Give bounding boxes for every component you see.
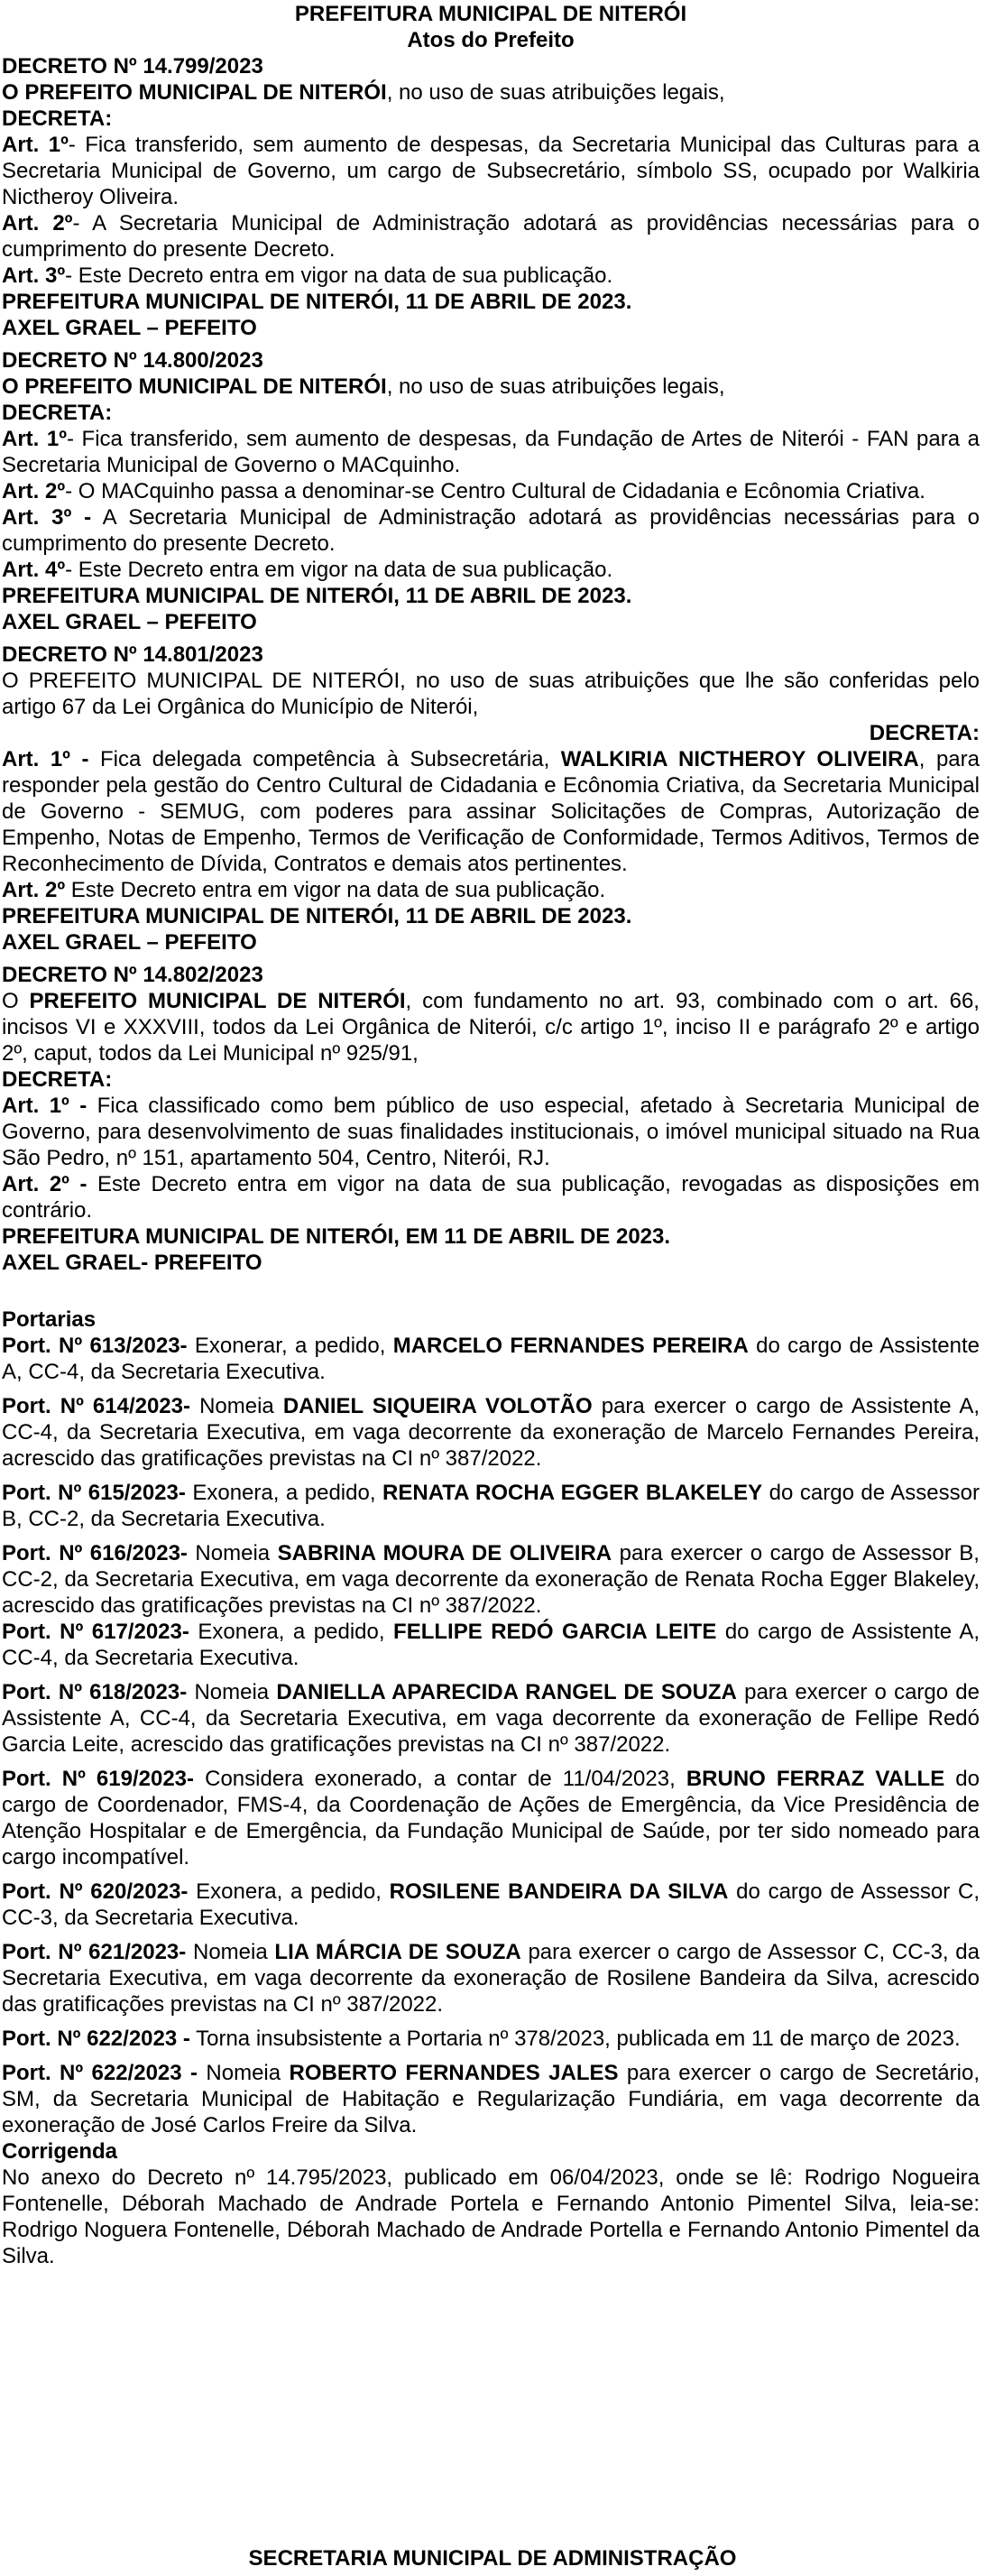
article: Art. 1º - Fica classificado como bem público de uso especial, afetado à Secretaria Municipal de Governo, para desenvolvimento de suas finalidades institucionais, o imóvel municipal situado na Rua São Pedro, nº 151, apartamento 504, Centro, Niterói, RJ. (2, 1094, 980, 1170)
intro-bold: O PREFEITO MUNICIPAL DE NITERÓI (2, 374, 387, 399)
decreta-label: DECRETA: (2, 106, 113, 131)
person-name: ROSILENE BANDEIRA DA SILVA (389, 1879, 729, 1904)
article: Art. 1º- Fica transferido, sem aumento de despesas, da Fundação de Artes de Niterói - FAN para a Secretaria Municipal de Governo o MACquinho. (2, 427, 980, 477)
closing: PREFEITURA MUNICIPAL DE NITERÓI, 11 DE ABRIL DE 2023. (2, 904, 632, 928)
portaria-item: Port. Nº 615/2023- Exonera, a pedido, RENATA ROCHA EGGER BLAKELEY do cargo de Assessor B, CC-2, da Secretaria Executiva. (2, 1481, 980, 1531)
decree-14801 (2, 642, 980, 956)
decreta-label: DECRETA: (2, 401, 113, 425)
portaria-item: Port. Nº 617/2023- Exonera, a pedido, FELLIPE REDÓ GARCIA LEITE do cargo de Assistente A, CC-4, da Secretaria Executiva. (2, 1620, 980, 1670)
person-name: ROBERTO FERNANDES JALES (289, 2061, 619, 2085)
portaria-item: Port. Nº 621/2023- Nomeia LIA MÁRCIA DE SOUZA para exercer o cargo de Assessor C, CC-3, da Secretaria Executiva, em vaga decorrente da exoneração de Rosilene Bandeira da Silva, acrescido das gratificações previstas na CI nº 387/2022. (2, 1940, 980, 2017)
decree-number: DECRETO Nº 14.802/2023 (2, 963, 263, 987)
signature: AXEL GRAEL – PEFEITO (2, 930, 257, 955)
signature: AXEL GRAEL – PEFEITO (2, 610, 257, 634)
closing: PREFEITURA MUNICIPAL DE NITERÓI, 11 DE ABRIL DE 2023. (2, 290, 632, 314)
article: Art. 1º - Fica delegada competência à Subsecretária, WALKIRIA NICTHEROY OLIVEIRA, para responder pela gestão do Centro Cultural de Cidadania e Ecônomia Criativa, da Secretaria Municipal de Governo - SEMUG, com poderes para assinar Solicitações de Compras, Autorização de Empenho, Notas de Empenho, Termos de Verificação de Conformidade, Termos Aditivos, Termos de Reconhecimento de Dívida, Contratos e demais atos pertinentes. (2, 747, 980, 876)
decreta-label: DECRETA: (2, 1067, 113, 1092)
document-page (0, 1, 985, 2576)
person-name: DANIELLA APARECIDA RANGEL DE SOUZA (276, 1680, 737, 1704)
person-name: WALKIRIA NICTHEROY OLIVEIRA (560, 747, 919, 771)
article: Art. 1º- Fica transferido, sem aumento de despesas, da Secretaria Municipal das Culturas para a Secretaria Municipal de Governo, um cargo de Subsecretário, símbolo SS, ocupado por Walkiria Nictheroy Oliveira. (2, 133, 980, 209)
header-title: PREFEITURA MUNICIPAL DE NITERÓI (294, 2, 687, 26)
portaria-item: Port. Nº 618/2023- Nomeia DANIELLA APARECIDA RANGEL DE SOUZA para exercer o cargo de Assistente A, CC-4, da Secretaria Executiva, em vaga decorrente da exoneração de Fellipe Redó Garcia Leite, acrescido das gratificações previstas na CI nº 387/2022. (2, 1680, 980, 1757)
signature: AXEL GRAEL- PREFEITO (2, 1251, 262, 1275)
portaria-item: Port. Nº 613/2023- Exonerar, a pedido, MARCELO FERNANDES PEREIRA do cargo de Assistente A, CC-4, da Secretaria Executiva. (2, 1334, 980, 1384)
intro-text: , no uso de suas atribuições legais, (386, 374, 725, 399)
decree-number: DECRETO Nº 14.800/2023 (2, 348, 263, 373)
article: Art. 4º- Este Decreto entra em vigor na data de sua publicação. (2, 558, 613, 582)
person-name: RENATA ROCHA EGGER BLAKELEY (382, 1481, 763, 1505)
portaria-item: Port. Nº 620/2023- Exonera, a pedido, ROSILENE BANDEIRA DA SILVA do cargo de Assessor C, CC-3, da Secretaria Executiva. (2, 1879, 980, 1930)
portaria-item: Port. Nº 619/2023- Considera exonerado, a contar de 11/04/2023, BRUNO FERRAZ VALLE do cargo de Coordenador, FMS-4, da Coordenação de Ações de Emergência, da Vice Presidência de Atenção Hospitalar e de Emergência, da Fundação Municipal de Saúde, por ter sido nomeado para cargo incompatível. (2, 1767, 980, 1870)
article: Art. 3º - A Secretaria Municipal de Administração adotará as providências necessárias para o cumprimento do presente Decreto. (2, 505, 980, 556)
intro-text: , no uso de suas atribuições legais, (386, 80, 725, 105)
decree-number: DECRETO Nº 14.799/2023 (2, 54, 263, 78)
article: Art. 2º- O MACquinho passa a denominar-se Centro Cultural de Cidadania e Ecônomia Criativa. (2, 479, 925, 503)
footer-heading: SECRETARIA MUNICIPAL DE ADMINISTRAÇÃO (248, 2546, 737, 2571)
decree-14799 (2, 53, 980, 341)
closing: PREFEITURA MUNICIPAL DE NITERÓI, EM 11 DE ABRIL DE 2023. (2, 1224, 671, 1249)
corrigenda-text: No anexo do Decreto nº 14.795/2023, publicado em 06/04/2023, onde se lê: Rodrigo Nogueira Fontenelle, Déborah Machado de Andrade Portela e Fernando Antonio Pimentel Silva, leia-se: Rodrigo Noguera Fontenelle, Déborah Machado de Andrade Portella e Fernando Antonio Pimentel da Silva. (2, 2165, 980, 2268)
person-name: SABRINA MOURA DE OLIVEIRA (277, 1541, 612, 1565)
person-name: DANIEL SIQUEIRA VOLOTÃO (282, 1394, 593, 1418)
closing: PREFEITURA MUNICIPAL DE NITERÓI, 11 DE ABRIL DE 2023. (2, 584, 632, 608)
corrigenda-heading: Corrigenda (2, 2139, 118, 2164)
portarias-heading: Portarias (2, 1307, 97, 1332)
portaria-item: Port. Nº 614/2023- Nomeia DANIEL SIQUEIRA VOLOTÃO para exercer o cargo de Assistente A, CC-4, da Secretaria Executiva, em vaga decorrente da exoneração de Marcelo Fernandes Pereira, acrescido das gratificações previstas na CI nº 387/2022. (2, 1394, 980, 1471)
article: Art. 2º Este Decreto entra em vigor na data de sua publicação. (2, 878, 606, 902)
article: Art. 3º- Este Decreto entra em vigor na data de sua publicação. (2, 263, 613, 288)
intro-text: O PREFEITO MUNICIPAL DE NITERÓI, com fundamento no art. 93, combinado com o art. 66, incisos VI e XXXVIII, todos da Lei Orgânica de Niterói, c/c artigo 1º, inciso II e parágrafo 2º e artigo 2º, caput, todos da Lei Municipal nº 925/91, (2, 989, 980, 1066)
person-name: FELLIPE REDÓ GARCIA LEITE (393, 1620, 717, 1644)
header-subtitle: Atos do Prefeito (407, 28, 575, 52)
decree-14800 (2, 347, 980, 635)
portaria-item: Port. Nº 616/2023- Nomeia SABRINA MOURA DE OLIVEIRA para exercer o cargo de Assessor B, CC-2, da Secretaria Executiva, em vaga decorrente da exoneração de Renata Rocha Egger Blakeley, acrescido das gratificações previstas na CI nº 387/2022. (2, 1541, 980, 1618)
decree-14802 (2, 962, 980, 1276)
decreta-label: DECRETA: (869, 721, 980, 745)
article: Art. 2º - Este Decreto entra em vigor na data de sua publicação, revogadas as disposições em contrário. (2, 1172, 980, 1223)
person-name: LIA MÁRCIA DE SOUZA (274, 1940, 521, 1964)
portaria-item: Port. Nº 622/2023 - Nomeia ROBERTO FERNANDES JALES para exercer o cargo de Secretário, SM, da Secretaria Municipal de Habitação e Regularização Fundiária, em vaga decorrente da exoneração de José Carlos Freire da Silva. (2, 2061, 980, 2137)
person-name: BRUNO FERRAZ VALLE (686, 1767, 945, 1791)
decree-number: DECRETO Nº 14.801/2023 (2, 642, 263, 667)
intro-text: O PREFEITO MUNICIPAL DE NITERÓI, no uso de suas atribuições que lhe são conferidas pelo artigo 67 da Lei Orgânica do Município de Niterói, (2, 669, 980, 719)
person-name: MARCELO FERNANDES PEREIRA (392, 1334, 749, 1358)
article: Art. 2º- A Secretaria Municipal de Administração adotará as providências necessárias para o cumprimento do presente Decreto. (2, 211, 980, 262)
signature: AXEL GRAEL – PEFEITO (2, 316, 257, 340)
portarias-section (2, 1306, 980, 2138)
intro-bold: O PREFEITO MUNICIPAL DE NITERÓI (2, 80, 387, 105)
portaria-item: Port. Nº 622/2023 - Torna insubsistente a Portaria nº 378/2023, publicada em 11 de março de 2023. (2, 2027, 961, 2051)
corrigenda-section (2, 2138, 980, 2269)
